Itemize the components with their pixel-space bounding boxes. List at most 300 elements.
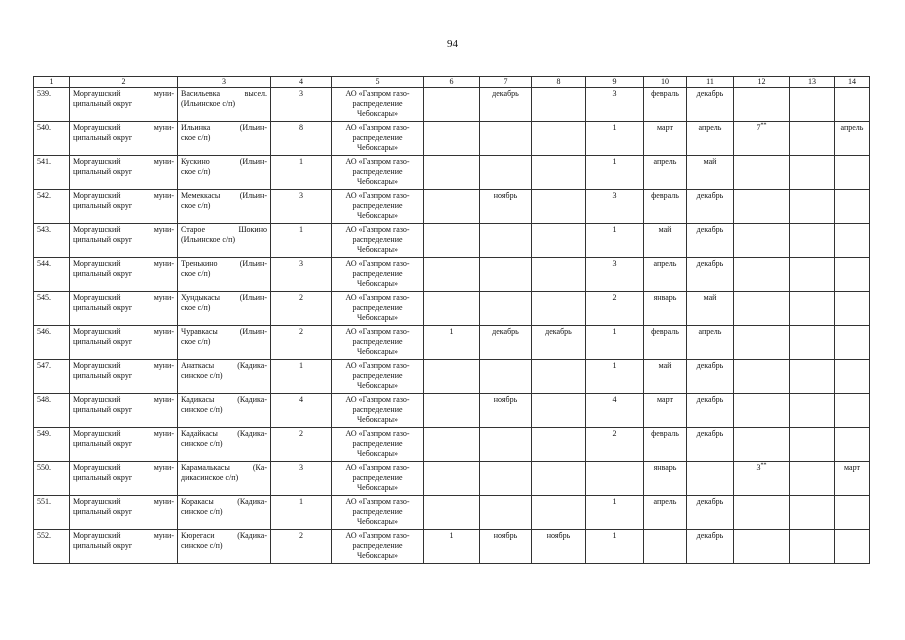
district-cell [70,122,178,156]
c11-cell [687,224,734,258]
c11-cell [687,530,734,564]
organization-cell [332,292,424,326]
locality-line: Карамалькасы (Ка- [181,463,267,472]
column-header-14: 14 [835,77,870,88]
c12-cell [734,224,790,258]
c12-cell [734,122,790,156]
district-line: ципальный округ [73,473,133,482]
row-number-cell [34,496,70,530]
row-number: 550. [37,463,51,472]
table-row [34,292,870,326]
c12-cell [734,530,790,564]
c10-value: май [658,361,672,370]
row-number: 542. [37,191,51,200]
c9-value: 3 [612,191,617,200]
column-header-4: 4 [271,77,332,88]
organization-line: АО «Газпром газо- [345,89,410,98]
c14-cell [835,428,870,462]
column-header-8: 8 [532,77,586,88]
organization-line: распределение [352,405,403,414]
row-number: 548. [37,395,51,404]
c11-value: апрель [698,123,722,132]
organization-line: АО «Газпром газо- [345,531,410,540]
c9-cell [586,530,644,564]
organization-line: АО «Газпром газо- [345,157,410,166]
organization-cell [332,190,424,224]
c14-cell [835,190,870,224]
col4-cell [271,224,332,258]
c9-value: 4 [612,395,617,404]
c11-cell [687,462,734,496]
c11-value: декабрь [696,497,724,506]
organization-line: Чебоксары» [356,517,399,526]
c11-cell [687,156,734,190]
column-header-11: 11 [687,77,734,88]
organization-line: распределение [352,99,403,108]
table-row [34,496,870,530]
c6-cell [424,496,480,530]
locality-cell [178,496,271,530]
c10-value: январь [653,293,677,302]
c9-cell [586,496,644,530]
c10-cell [644,530,687,564]
c14-cell [835,530,870,564]
district-line: Моргаушский муни- [73,293,174,302]
col4-value: 3 [299,463,303,472]
c7-cell [480,428,532,462]
locality-line: (Ильинское с/п) [181,99,236,108]
c7-value: декабрь [492,89,519,98]
c8-cell [532,258,586,292]
c13-cell [790,88,835,122]
c8-cell [532,224,586,258]
c11-cell [687,394,734,428]
c13-cell [790,156,835,190]
table-row [34,122,870,156]
c11-cell [687,496,734,530]
col4-value: 3 [299,89,303,98]
c9-cell [586,258,644,292]
locality-line: (Ильинское с/п) [181,235,236,244]
c8-cell [532,156,586,190]
c14-cell [835,258,870,292]
organization-line: Чебоксары» [356,381,399,390]
col4-value: 2 [299,293,303,302]
c12-cell [734,496,790,530]
c11-value: декабрь [696,259,724,268]
row-number-cell [34,360,70,394]
c11-cell [687,360,734,394]
c9-value: 1 [612,531,617,540]
column-header-5: 5 [332,77,424,88]
c11-value: декабрь [696,225,724,234]
district-line: ципальный округ [73,133,133,142]
c6-cell [424,360,480,394]
c7-cell [480,394,532,428]
district-cell [70,394,178,428]
c8-cell [532,190,586,224]
c12-footnote-mark: ** [760,462,767,469]
c12-cell [734,88,790,122]
col4-cell [271,496,332,530]
c13-cell [790,122,835,156]
organization-line: распределение [352,201,403,210]
col4-value: 1 [299,497,303,506]
district-line: Моргаушский муни- [73,395,174,404]
locality-cell [178,258,271,292]
district-line: ципальный округ [73,405,133,414]
district-line: Моргаушский муни- [73,429,174,438]
c9-value: 1 [612,497,617,506]
row-number: 540. [37,123,51,132]
organization-line: АО «Газпром газо- [345,293,410,302]
c9-value: 2 [612,293,617,302]
organization-line: Чебоксары» [356,313,399,322]
page-number: 94 [447,38,458,50]
district-line: Моргаушский муни- [73,327,174,336]
c9-value: 1 [612,157,617,166]
header-row [34,77,870,88]
district-line: ципальный округ [73,371,133,380]
row-number-cell [34,530,70,564]
c13-cell [790,224,835,258]
row-number: 549. [37,429,51,438]
district-cell [70,292,178,326]
col4-cell [271,156,332,190]
table-row [34,258,870,292]
row-number: 545. [37,293,51,302]
c10-value: май [658,225,672,234]
c7-cell [480,122,532,156]
locality-line: синское с/п) [181,541,223,550]
locality-line: ское с/п) [181,303,211,312]
c9-cell [586,326,644,360]
table-row [34,462,870,496]
organization-cell [332,496,424,530]
c11-cell [687,326,734,360]
c6-value: 1 [449,531,454,540]
c8-cell [532,122,586,156]
c14-cell [835,88,870,122]
c8-cell [532,360,586,394]
c7-value: ноябрь [493,531,518,540]
col4-cell [271,530,332,564]
c6-cell [424,462,480,496]
c12-value: 7 [756,123,761,132]
locality-line: синское с/п) [181,439,223,448]
district-line: ципальный округ [73,541,133,550]
organization-line: АО «Газпром газо- [345,395,410,404]
c10-cell [644,258,687,292]
c12-footnote-mark: ** [760,122,767,129]
c7-cell [480,496,532,530]
row-number-cell [34,224,70,258]
c8-cell [532,530,586,564]
c10-cell [644,156,687,190]
district-line: ципальный округ [73,439,133,448]
column-header-3: 3 [178,77,271,88]
organization-line: распределение [352,473,403,482]
table-row [34,156,870,190]
locality-cell [178,292,271,326]
column-header-9: 9 [586,77,644,88]
c10-value: апрель [653,497,677,506]
c14-cell [835,496,870,530]
col4-value: 1 [299,361,303,370]
c10-cell [644,394,687,428]
c10-value: апрель [653,157,677,166]
c10-value: февраль [651,191,679,200]
c14-value: март [844,463,860,472]
c11-cell [687,428,734,462]
district-line: Моргаушский муни- [73,531,174,540]
c9-cell [586,156,644,190]
row-number: 544. [37,259,51,268]
c9-cell [586,462,644,496]
c10-cell [644,88,687,122]
organization-line: Чебоксары» [356,143,399,152]
row-number-cell [34,326,70,360]
locality-line: Васильевка высел. [181,89,267,98]
c11-cell [687,258,734,292]
locality-line: синское с/п) [181,371,223,380]
c10-cell [644,496,687,530]
c13-cell [790,326,835,360]
c9-cell [586,190,644,224]
district-line: ципальный округ [73,337,133,346]
c11-value: декабрь [696,429,724,438]
district-line: Моргаушский муни- [73,259,174,268]
c10-cell [644,360,687,394]
row-number: 547. [37,361,51,370]
column-header-6: 6 [424,77,480,88]
district-line: ципальный округ [73,269,133,278]
table-row [34,428,870,462]
row-number-cell [34,428,70,462]
organization-line: АО «Газпром газо- [345,361,410,370]
row-number: 543. [37,225,51,234]
c7-value: декабрь [492,327,519,336]
district-line: Моргаушский муни- [73,361,174,370]
organization-line: распределение [352,269,403,278]
col4-cell [271,88,332,122]
organization-line: АО «Газпром газо- [345,327,410,336]
table-row [34,224,870,258]
c10-cell [644,292,687,326]
locality-cell [178,88,271,122]
col4-value: 4 [299,395,303,404]
organization-line: Чебоксары» [356,245,399,254]
c13-cell [790,360,835,394]
c7-value: ноябрь [493,395,518,404]
district-cell [70,190,178,224]
organization-line: распределение [352,167,403,176]
organization-cell [332,530,424,564]
c7-value: ноябрь [493,191,518,200]
c6-cell [424,224,480,258]
row-number: 546. [37,327,51,336]
organization-line: распределение [352,133,403,142]
district-line: Моргаушский муни- [73,123,174,132]
c9-cell [586,122,644,156]
col4-value: 2 [299,327,303,336]
table-row [34,394,870,428]
c6-cell [424,394,480,428]
row-number-cell [34,394,70,428]
c10-value: февраль [651,89,679,98]
c13-cell [790,394,835,428]
col4-cell [271,122,332,156]
col4-value: 1 [299,157,303,166]
table-row [34,88,870,122]
organization-cell [332,326,424,360]
district-line: ципальный округ [73,99,133,108]
col4-cell [271,258,332,292]
organization-line: Чебоксары» [356,109,399,118]
locality-cell [178,394,271,428]
district-cell [70,224,178,258]
col4-value: 2 [299,531,303,540]
c13-cell [790,292,835,326]
c14-cell [835,326,870,360]
col4-value: 3 [299,259,303,268]
organization-line: АО «Газпром газо- [345,497,410,506]
district-line: Моргаушский муни- [73,89,174,98]
c10-cell [644,326,687,360]
c9-cell [586,224,644,258]
organization-cell [332,462,424,496]
c8-cell [532,326,586,360]
c8-cell [532,88,586,122]
c10-cell [644,190,687,224]
col4-cell [271,462,332,496]
organization-cell [332,156,424,190]
locality-cell [178,190,271,224]
c14-cell [835,360,870,394]
c9-cell [586,394,644,428]
district-line: Моргаушский муни- [73,225,174,234]
c6-cell [424,122,480,156]
row-number-cell [34,258,70,292]
locality-cell [178,326,271,360]
c14-cell [835,224,870,258]
col4-value: 1 [299,225,303,234]
locality-line: Анаткасы (Кадика- [181,361,267,370]
organization-cell [332,394,424,428]
c11-value: декабрь [696,395,724,404]
row-number-cell [34,122,70,156]
c6-cell [424,428,480,462]
column-header-12: 12 [734,77,790,88]
c8-cell [532,462,586,496]
district-cell [70,530,178,564]
organization-line: распределение [352,337,403,346]
c11-value: декабрь [696,89,724,98]
locality-line: синское с/п) [181,507,223,516]
col4-cell [271,190,332,224]
c13-cell [790,258,835,292]
c11-value: декабрь [696,531,724,540]
row-number: 551. [37,497,51,506]
c14-value: апрель [840,123,864,132]
district-line: Моргаушский муни- [73,157,174,166]
c6-value: 1 [449,327,454,336]
row-number-cell [34,292,70,326]
locality-line: Тренькино (Ильин- [181,259,267,268]
organization-line: АО «Газпром газо- [345,225,410,234]
c14-cell [835,394,870,428]
c14-cell [835,292,870,326]
col4-cell [271,428,332,462]
column-header-13: 13 [790,77,835,88]
c10-value: февраль [651,429,679,438]
organization-line: распределение [352,439,403,448]
organization-cell [332,428,424,462]
organization-cell [332,360,424,394]
district-cell [70,326,178,360]
organization-cell [332,224,424,258]
c8-cell [532,292,586,326]
table-row [34,326,870,360]
locality-line: Коракасы (Кадика- [181,497,267,506]
c9-value: 3 [612,89,617,98]
c8-cell [532,496,586,530]
district-cell [70,428,178,462]
c9-value: 1 [612,225,617,234]
organization-line: Чебоксары» [356,551,399,560]
organization-line: Чебоксары» [356,279,399,288]
c10-cell [644,122,687,156]
locality-cell [178,156,271,190]
c7-cell [480,224,532,258]
c12-value: 3 [756,463,761,472]
c6-cell [424,530,480,564]
c7-cell [480,190,532,224]
c6-cell [424,190,480,224]
locality-cell [178,530,271,564]
table-row [34,360,870,394]
district-cell [70,88,178,122]
c12-cell [734,394,790,428]
locality-line: ское с/п) [181,133,211,142]
locality-line: ское с/п) [181,167,211,176]
c10-value: март [657,395,673,404]
locality-line: Хундыкасы (Ильин- [181,293,267,302]
organization-line: Чебоксары» [356,211,399,220]
locality-line: Мемеккасы (Ильин- [181,191,267,200]
row-number: 539. [37,89,51,98]
c7-cell [480,530,532,564]
col4-cell [271,326,332,360]
column-header-2: 2 [70,77,178,88]
c6-cell [424,326,480,360]
c10-value: апрель [653,259,677,268]
row-number-cell [34,88,70,122]
locality-line: синское с/п) [181,405,223,414]
column-header-7: 7 [480,77,532,88]
organization-cell [332,122,424,156]
locality-line: ское с/п) [181,201,211,210]
locality-line: Старое Шокино [181,225,267,234]
c7-cell [480,88,532,122]
c14-cell [835,122,870,156]
c9-value: 1 [612,361,617,370]
col4-value: 3 [299,191,303,200]
c12-cell [734,462,790,496]
table-body [34,88,870,564]
c8-cell [532,394,586,428]
locality-line: Кадайкасы (Кадика- [181,429,267,438]
